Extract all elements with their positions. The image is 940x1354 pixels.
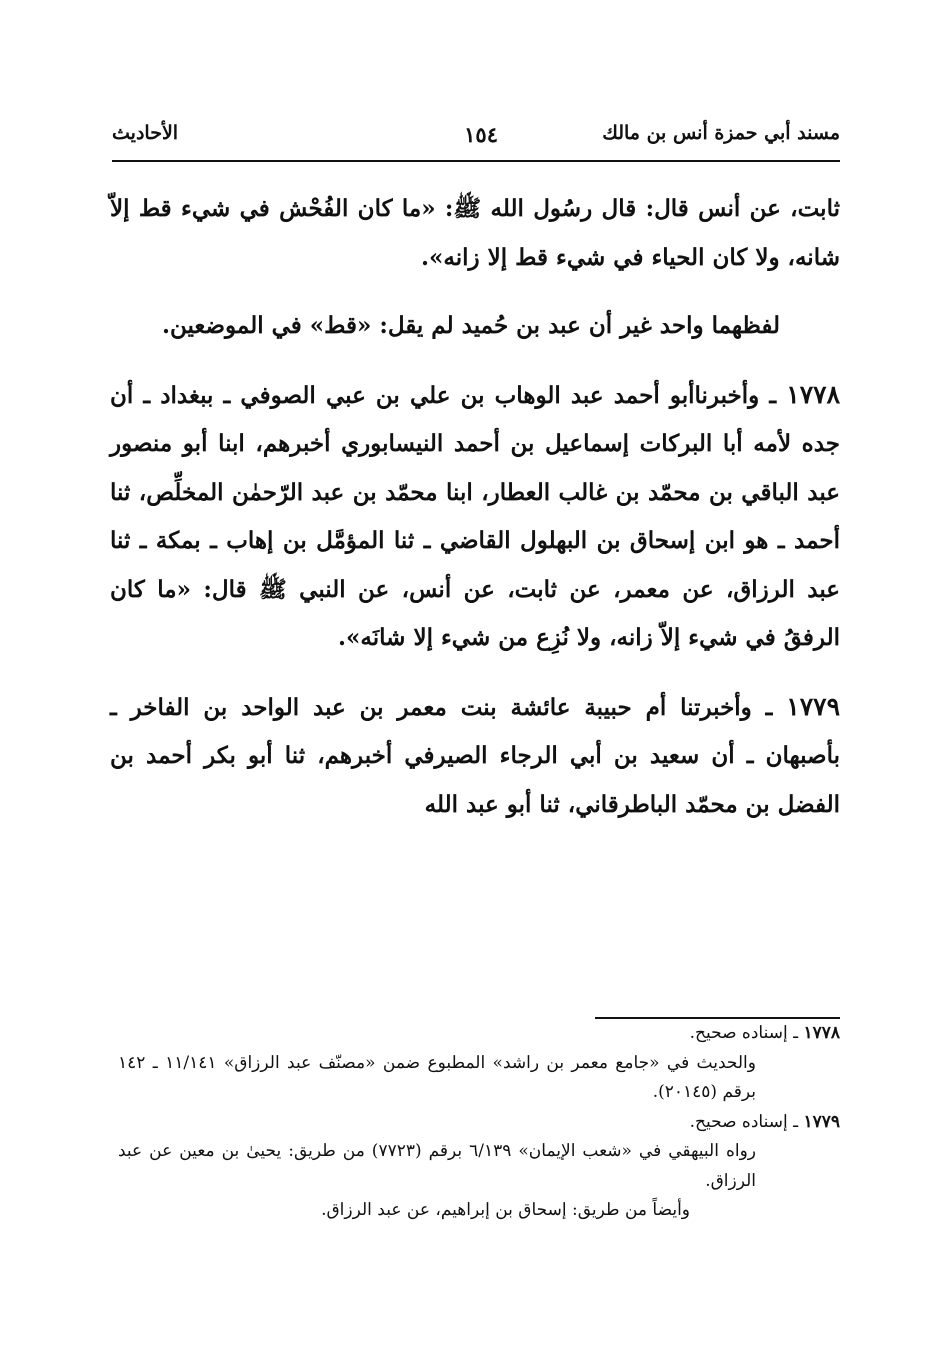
footnote-number: ١٧٧٨ bbox=[803, 1023, 840, 1043]
footnote-text: ـ إسناده صحيح. bbox=[689, 1023, 799, 1043]
section-title: الأحاديث bbox=[112, 122, 179, 144]
footnotes bbox=[118, 1019, 840, 1226]
book-title: مسند أبي حمزة أنس بن مالك bbox=[602, 122, 840, 144]
footnote-number: ١٧٧٩ bbox=[803, 1111, 840, 1132]
hadith-number: ١٧٧٩ bbox=[786, 691, 840, 721]
footnote-1779-text-2: وأيضاً من طريق: إسحاق بن إبراهيم، عن عبد الرزاق. bbox=[321, 1200, 690, 1220]
hadith-1778 bbox=[110, 371, 840, 663]
hadith-1779 bbox=[110, 683, 840, 830]
header-rule bbox=[112, 160, 840, 162]
hadith-text: ـ وأخبرناأبو أحمد عبد الوهاب بن علي بن عبي الصوفي ـ ببغداد ـ أن جده لأمه أبا البركات إسماعيل بن أحمد النيسابوري أخبرهم، ابنا أبو منصور عبد الباقي بن محمّد بن غالب العطار، ابنا محمّد بن عبد الرّحمٰن المخلِّص، ثنا أحمد ـ هو ابن إسحاق بن البهلول القاضي ـ ثنا المؤمَّل بن إهاب ـ بمكة ـ ثنا عبد الرزاق، عن معمر، عن ثابت، عن أنس، عن النبي ﷺ قال: «ما كان الرفقُ في شيء إلاّ زانه، ولا نُزِع من شيء إلا شانَه». bbox=[110, 381, 840, 651]
footnote-1779-text: رواه البيهقي في «شعب الإيمان» ٦/١٣٩ برقم (٧٧٢٣) من طريق: يحيىٰ بن معين عن عبد الرزاق. bbox=[118, 1141, 756, 1191]
footnote-1778-text: والحديث في «جامع معمر بن راشد» المطبوع ضمن «مصنّف عبد الرزاق» ١١/١٤١ ـ ١٤٢ برقم (٢٠١٤٥). bbox=[118, 1052, 756, 1102]
footnote-1778-heading bbox=[118, 1019, 840, 1049]
paragraph-continuation: ثابت، عن أنس قال: قال رسُول الله ﷺ: «ما كان الفُحْش في شيء قط إلاّ شانه، ولا كان الحياء في شيء قط إلا زانه». bbox=[110, 195, 840, 271]
footnote-1779-heading bbox=[118, 1108, 840, 1138]
page-header bbox=[112, 122, 840, 156]
page-number: ١٥٤ bbox=[464, 122, 498, 147]
paragraph-note: لفظهما واحد غير أن عبد بن حُميد لم يقل: «قط» في الموضعين. bbox=[161, 312, 780, 339]
footnote-text: ـ إسناده صحيح. bbox=[689, 1111, 799, 1132]
hadith-number: ١٧٧٨ bbox=[786, 379, 840, 409]
hadith-text: ـ وأخبرتنا أم حبيبة عائشة بنت معمر بن عبد الواحد بن الفاخر ـ بأصبهان ـ أن سعيد بن أبي الرجاء الصيرفي أخبرهم، ثنا أبو بكر أحمد بن الفضل بن محمّد الباطرقاني، ثنا أبو عبد الله bbox=[110, 693, 840, 818]
main-text bbox=[110, 185, 840, 849]
